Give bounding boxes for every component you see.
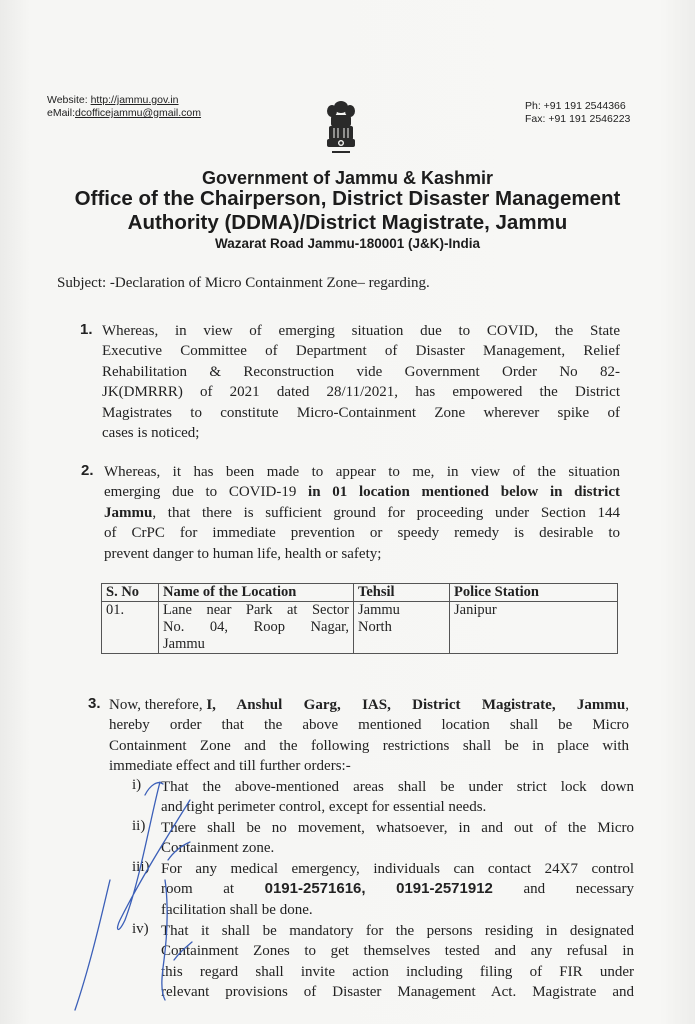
restriction-line: Containment Zones to get themselves tested and any refusal in [161, 943, 634, 960]
restriction-numeral: iii) [132, 859, 150, 875]
tehsil-line: Jammu [358, 602, 400, 618]
paragraph-1-line: Magistrates to constitute Micro-Containment Zone wherever spike of [102, 404, 620, 421]
paragraph-1-line: Executive Committee of Department of Disaster Management, Relief [102, 343, 620, 360]
cell-tehsil [354, 602, 450, 654]
phone-number: Ph: +91 191 2544366 [525, 100, 626, 112]
restriction-item [161, 777, 634, 818]
restriction-line: this regard shall invite action including filing of FIR under [161, 963, 634, 980]
header-location: Name of the Location [159, 584, 354, 602]
restriction-item [161, 859, 634, 920]
office-address: Wazarat Road Jammu-180001 (J&K)-India [214, 236, 481, 251]
paragraph-2-text: emerging due to COVID-19 [104, 484, 309, 501]
contact-block-left [47, 94, 201, 120]
restriction-line: facilitation shall be done. [161, 901, 313, 918]
header-tehsil: Tehsil [354, 584, 450, 602]
paragraph-1-line: Whereas, in view of emerging situation due to COVID, the State [102, 323, 620, 339]
paragraph-3-line: immediate effect and till further orders:- [109, 758, 351, 775]
paragraph-2-line [104, 482, 620, 502]
restriction-line: For any medical emergency, individuals can contact 24X7 control [161, 861, 634, 877]
restriction-numeral: i) [132, 777, 142, 793]
paragraph-1-line: cases is noticed; [102, 425, 200, 442]
table-row [102, 602, 618, 654]
header-police-station: Police Station [450, 584, 618, 602]
restriction-line: That it shall be mandatory for the persons residing in designated [161, 923, 634, 939]
state-emblem-icon [320, 98, 362, 160]
paragraph-2-emphasis: in 01 location mentioned below in district [308, 484, 620, 501]
restriction-item [161, 921, 634, 1003]
cell-location [159, 602, 354, 654]
paragraph-2-line: of CrPC for immediate prevention or speedy remedy is desirable to [104, 525, 620, 542]
subject-line: Subject: -Declaration of Micro Containment Zone– regarding. [57, 275, 430, 291]
email-link[interactable]: dcofficejammu@gmail.com [75, 107, 202, 119]
table-header-row [102, 584, 618, 602]
paragraph-3-line: Containment Zone and the following restrictions shall be in place with [109, 737, 629, 754]
restriction-text: and [523, 881, 546, 898]
restriction-line: There shall be no movement, whatsoever, in and out of the Micro [161, 820, 634, 836]
paragraph-3-line [109, 695, 629, 715]
email-line [47, 107, 201, 120]
location-line: No. 04, Roop Nagar, [163, 619, 349, 635]
punctuation: , [625, 697, 629, 713]
paragraph-number-1: 1. [80, 321, 93, 338]
restriction-text: necessary [575, 881, 634, 898]
restriction-line: Containment zone. [161, 840, 275, 857]
paragraph-3-text: Now, therefore, [109, 697, 207, 713]
fax-number: Fax: +91 191 2546223 [525, 113, 631, 125]
paragraph-2 [104, 462, 620, 564]
office-heading-line1: Office of the Chairperson, District Disaster Management [74, 187, 621, 210]
paragraph-2-line: Whereas, it has been made to appear to me, in view of the situation [104, 464, 620, 480]
header-sno: S. No [102, 584, 159, 602]
website-label: Website: [47, 94, 88, 106]
cell-police-station: Janipur [450, 602, 618, 654]
office-heading-line2: Authority (DDMA)/District Magistrate, Jammu [127, 211, 568, 234]
restriction-line: relevant provisions of Disaster Management Act. Magistrate and [161, 984, 634, 1001]
paragraph-2-line: prevent danger to human life, health or safety; [104, 545, 382, 562]
location-line: Jammu [163, 636, 205, 652]
restriction-item [161, 818, 634, 859]
contact-block-right [525, 100, 630, 126]
paragraph-number-3: 3. [88, 695, 101, 712]
restriction-numeral: ii) [132, 818, 146, 834]
restriction-text: room [161, 881, 193, 898]
government-heading: Government of Jammu & Kashmir [201, 168, 494, 188]
website-link[interactable]: http://jammu.gov.in [90, 94, 179, 106]
restriction-line: and tight perimeter control, except for essential needs. [161, 799, 487, 816]
paragraph-1-line: JK(DMRRR) of 2021 dated 28/11/2021, has empowered the District [102, 384, 620, 401]
restriction-line: That the above-mentioned areas shall be under strict lock down [161, 779, 634, 795]
website-line [47, 94, 201, 107]
paragraph-1-line: Rehabilitation & Reconstruction vide Government Order No 82- [102, 363, 620, 380]
paragraph-2-line [104, 503, 620, 523]
restriction-line [161, 879, 634, 899]
email-label: eMail: [47, 107, 76, 119]
restriction-text: at [223, 881, 235, 898]
control-room-phone: 0191-2571912 [396, 880, 493, 898]
restriction-numeral: iv) [132, 921, 149, 937]
paragraph-number-2: 2. [81, 462, 94, 479]
tehsil-line: North [358, 619, 392, 635]
magistrate-name: I, Anshul Garg, IAS, District Magistrate, Jammu [206, 697, 626, 713]
paragraph-3 [109, 695, 629, 777]
control-room-phone: 0191-2571616, [264, 880, 366, 898]
location-line: Lane near Park at Sector [163, 602, 349, 618]
paragraph-1 [102, 321, 620, 443]
cell-sno: 01. [102, 602, 159, 654]
district-emphasis: Jammu [104, 504, 153, 521]
paragraph-2-text: , that there is sufficient ground for proceeding under Section 144 [152, 504, 620, 521]
location-table [101, 583, 618, 654]
paragraph-3-line: hereby order that the above mentioned location shall be Micro [109, 717, 629, 734]
